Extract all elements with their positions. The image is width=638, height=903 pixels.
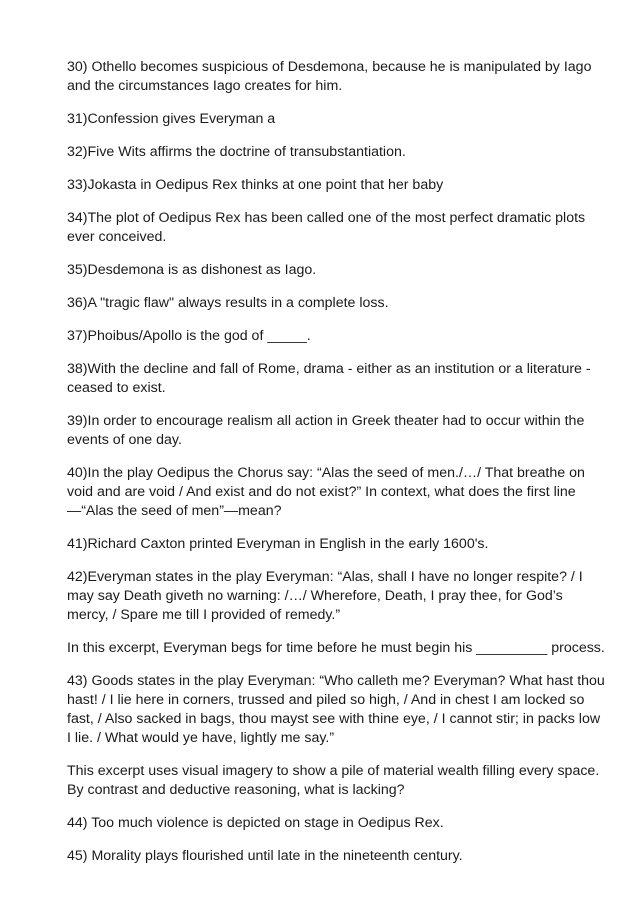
question-34: 34)The plot of Oedipus Rex has been called one of the most perfect dramatic plots ever conceived. [67,210,586,245]
question-list [67,58,607,880]
question-42: 42)Everyman states in the play Everyman: “Alas, shall I have no longer respite? / I may say Death giveth no warning: /…/ Wherefore, Death, I pray thee, for God’s mercy, / Spare me till I provided of remedy.” [67,569,583,623]
question-43-prompt: This excerpt uses visual imagery to show a pile of material wealth filling every space. By contrast and deductive reasoning, what is lacking? [67,763,600,798]
question-44: 44) Too much violence is depicted on stage in Oedipus Rex. [67,815,444,831]
question-45: 45) Morality plays flourished until late in the nineteenth century. [67,848,463,864]
question-38: 38)With the decline and fall of Rome, drama - either as an institution or a literature - ceased to exist. [67,361,591,396]
question-41: 41)Richard Caxton printed Everyman in English in the early 1600's. [67,536,489,552]
question-35: 35)Desdemona is as dishonest as Iago. [67,262,317,278]
question-31: 31)Confession gives Everyman a [67,111,276,127]
question-39: 39)In order to encourage realism all action in Greek theater had to occur within the events of one day. [67,413,585,448]
question-30: 30) Othello becomes suspicious of Desdemona, because he is manipulated by Iago and the circumstances Iago creates for him. [67,59,592,94]
question-33: 33)Jokasta in Oedipus Rex thinks at one point that her baby [67,177,444,193]
question-36: 36)A "tragic flaw" always results in a complete loss. [67,295,389,311]
question-42-prompt: In this excerpt, Everyman begs for time before he must begin his _________ process. [67,640,605,656]
question-32: 32)Five Wits affirms the doctrine of transubstantiation. [67,144,406,160]
question-43: 43) Goods states in the play Everyman: “Who calleth me? Everyman? What hast thou hast! / I lie here in corners, trussed and piled so high, / And in chest I am locked so fast, / Also sacked in bags, thou mayst see with thine eye, / I cannot stir; in packs low I lie. / What would ye have, lightly me say.” [67,673,605,746]
question-37: 37)Phoibus/Apollo is the god of _____. [67,328,311,344]
question-40: 40)In the play Oedipus the Chorus say: “Alas the seed of men./…/ That breathe on void and are void / And exist and do not exist?” In context, what does the first line—“Alas the seed of men”—mean? [67,465,585,519]
